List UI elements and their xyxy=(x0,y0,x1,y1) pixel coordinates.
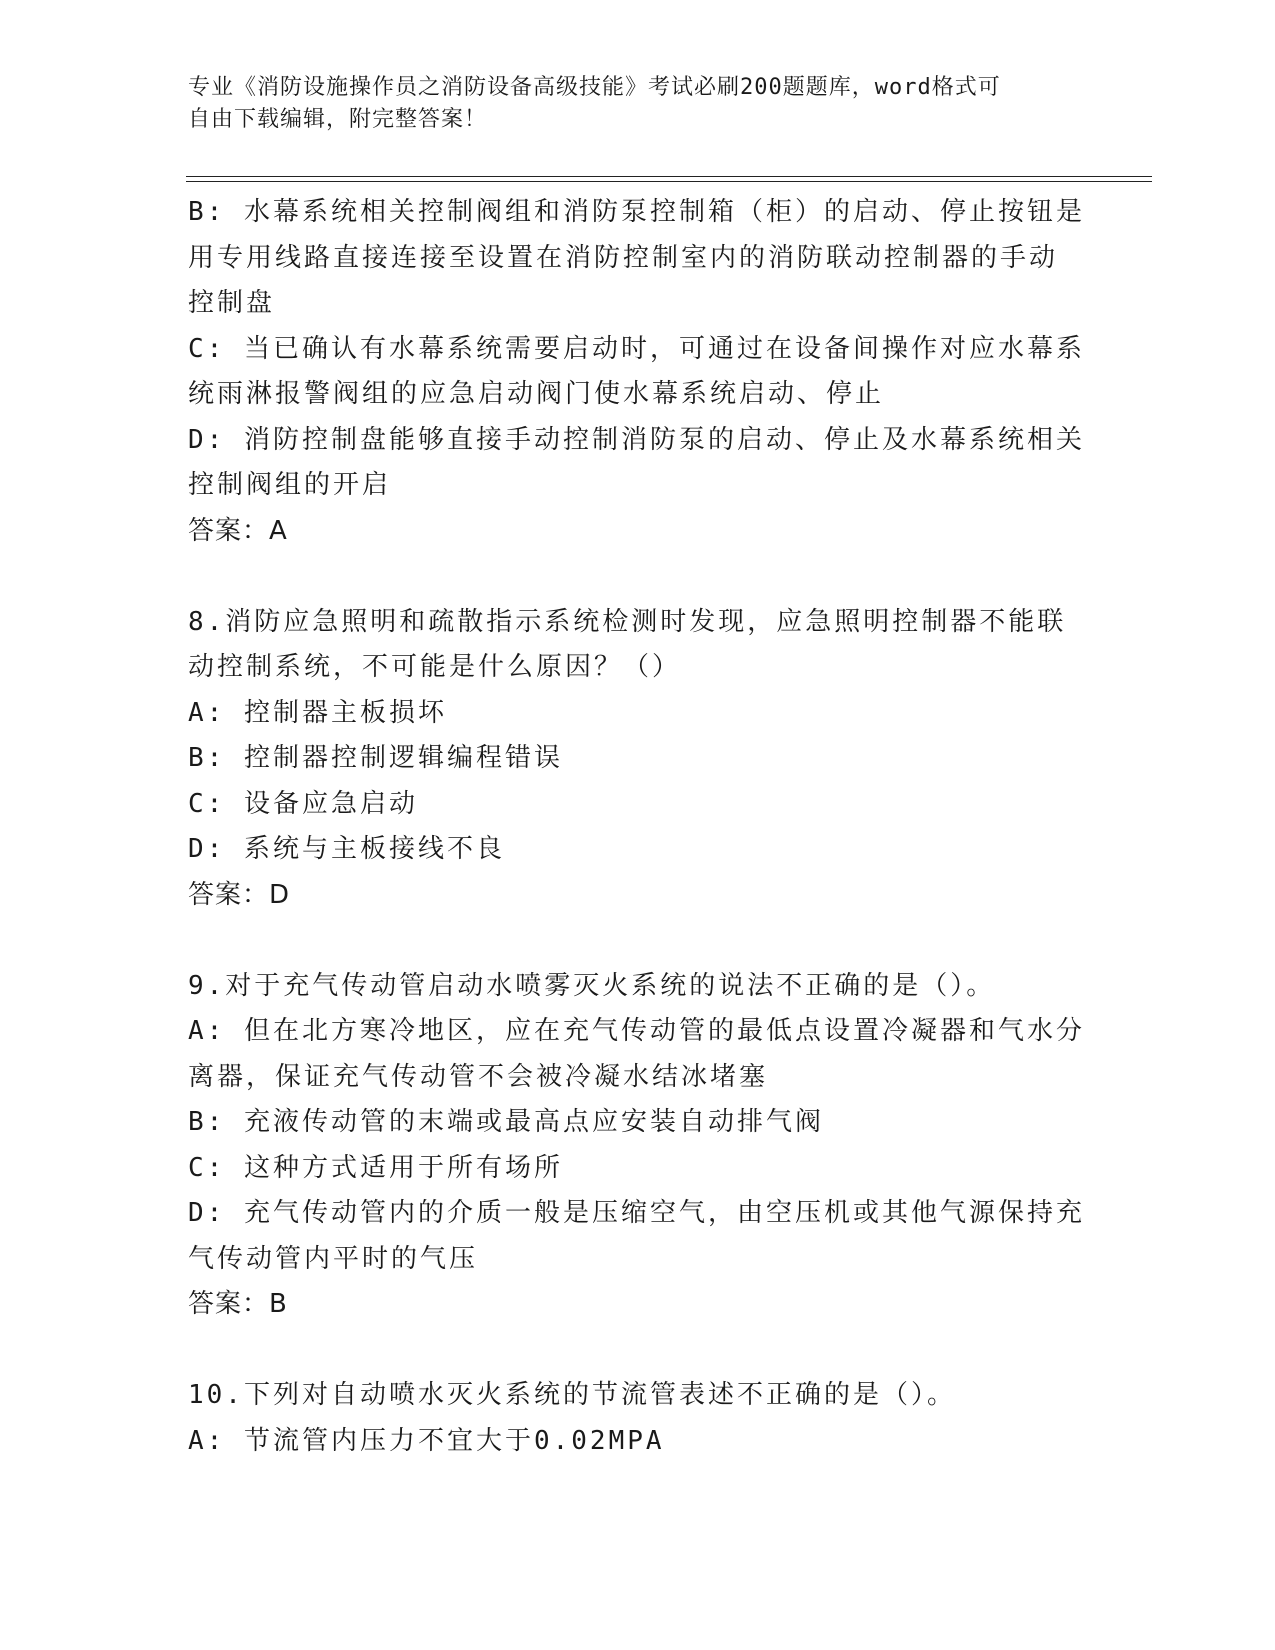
question-text-line-1: 10.下列对自动喷水灭火系统的节流管表述不正确的是（）。 xyxy=(188,1380,956,1410)
document-header xyxy=(188,72,1068,136)
answer: 答案：D xyxy=(188,879,291,910)
option-c-line-1: C: 当已确认有水幕系统需要启动时，可通过在设备间操作对应水幕系 xyxy=(188,333,1085,364)
option-b: B: 控制器控制逻辑编程错误 xyxy=(188,743,563,773)
document-body xyxy=(188,190,1088,1464)
header-line-1: 专业《消防设施操作员之消防设备高级技能》考试必刷200题题库，word格式可 xyxy=(188,75,1001,100)
answer: 答案：A xyxy=(188,515,288,546)
header-rule-bottom xyxy=(186,181,1152,182)
option-c: C: 设备应急启动 xyxy=(188,788,418,819)
option-d: D: 系统与主板接线不良 xyxy=(188,834,505,864)
question-text-line-1: 9.对于充气传动管启动水喷雾灭火系统的说法不正确的是（）。 xyxy=(188,970,996,1001)
spacer xyxy=(188,554,1088,600)
option-d-line-1: D: 充气传动管内的介质一般是压缩空气，由空压机或其他气源保持充 xyxy=(188,1198,1085,1228)
option-b: B: 充液传动管的末端或最高点应安装自动排气阀 xyxy=(188,1107,824,1137)
option-b-line-3: 控制盘 xyxy=(188,288,276,318)
question-8 xyxy=(188,600,1088,919)
header-rule-top xyxy=(186,176,1152,177)
spacer xyxy=(188,918,1088,964)
question-text-line-1: 8.消防应急照明和疏散指示系统检测时发现，应急照明控制器不能联 xyxy=(188,606,1067,637)
option-b-line-1: B: 水幕系统相关控制阀组和消防泵控制箱（柜）的启动、停止按钮是 xyxy=(188,197,1085,227)
option-a-line-2: 离器，保证充气传动管不会被冷凝水结冰堵塞 xyxy=(188,1061,769,1092)
option-a-line-1: A: 但在北方寒冷地区，应在充气传动管的最低点设置冷凝器和气水分 xyxy=(188,1016,1085,1046)
option-c-line-2: 统雨淋报警阀组的应急启动阀门使水幕系统启动、停止 xyxy=(188,379,885,409)
option-b-line-2: 用专用线路直接连接至设置在消防控制室内的消防联动控制器的手动 xyxy=(188,242,1059,273)
option-c: C: 这种方式适用于所有场所 xyxy=(188,1152,563,1183)
spacer xyxy=(188,1328,1088,1374)
option-d-line-1: D: 消防控制盘能够直接手动控制消防泵的启动、停止及水幕系统相关 xyxy=(188,424,1085,455)
answer: 答案：B xyxy=(188,1289,288,1319)
option-a: A: 控制器主板损坏 xyxy=(188,697,447,728)
header-line-2: 自由下载编辑，附完整答案！ xyxy=(188,107,488,132)
option-d-line-2: 控制阀组的开启 xyxy=(188,470,392,500)
question-text-line-2: 动控制系统，不可能是什么原因？（） xyxy=(188,652,682,682)
option-d-line-2: 气传动管内平时的气压 xyxy=(188,1243,479,1274)
question-9 xyxy=(188,964,1088,1328)
question-7 xyxy=(188,190,1088,554)
question-10 xyxy=(188,1373,1088,1464)
option-a: A: 节流管内压力不宜大于0.02MPA xyxy=(188,1425,665,1456)
